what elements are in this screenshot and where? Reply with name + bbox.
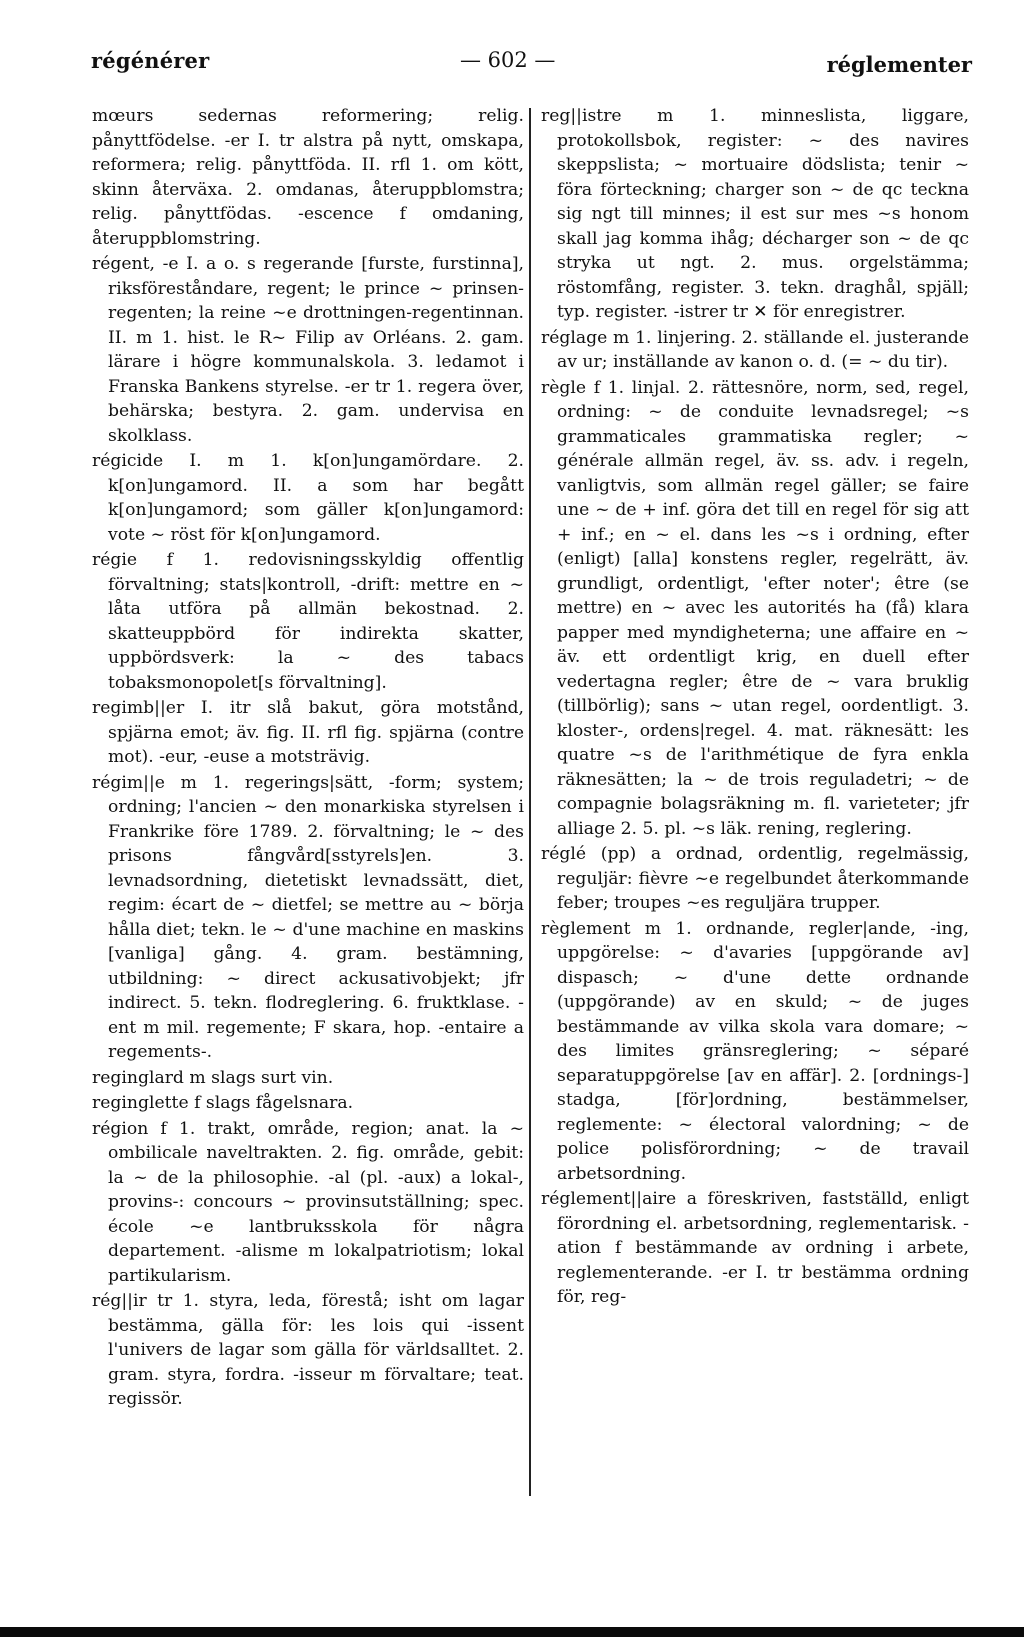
dictionary-entry: règle f 1. linjal. 2. rättesnöre, norm, sed, regel, ordning: ~ de conduite levnadsregel; ~s grammaticales grammatiska regler; ~ générale allmän regel, äv. ss. adv. i regeln, vanligtvis, som allmän regel gäller; se faire une ~ de + inf. göra det till en regel för sig att + inf.; en ~ el. dans les ~s i ordning, efter (enligt) [alla] konstens regler, regelrätt, äv. grundligt, ordentligt, 'efter noter'; être (se mettre) en ~ avec les autorités ha (få) klara papper med myndigheterna; une affaire en ~ äv. ett ordentligt krig, en duell efter vedertagna regler; être de ~ vara bruklig (tillbörlig); sans ~ utan regel, oordentligt. 3. kloster-, ordens|regel. 4. mat. räknesätt: les quatre ~s de l'arithmétique de fyra enkla räknesätten; la ~ de trois reguladetri; ~ de compagnie bolagsräkning m. fl. varieteter; jfr alliage 2. 5. pl. ~s läk. rening, reglering. [541, 377, 969, 839]
dictionary-entry: régie f 1. redovisningsskyldig offentlig förvaltning; stats|kontroll, -drift: mettre en ~ låta utföra på allmän bekostnad. 2. skatteuppbörd för indirekta skatter, uppbördsverk: la ~ des tabacs tobaksmonopolet[s förvaltning]. [92, 550, 524, 693]
dictionary-entry: réglé (pp) a ordnad, ordentlig, regelmässig, reguljär: fièvre ~e regelbundet återkommande feber; troupes ~es reguljära trupper. [541, 844, 969, 913]
dictionary-entry: règlement m 1. ordnande, regler|ande, -ing, uppgörelse: ~ d'avaries [uppgörande av] dispasch; ~ d'une dette ordnande (uppgörande) av en skuld; ~ de juges bestämmande av vilka skola vara domare; ~ des limites gränsreglering; ~ séparé separatuppgörelse [av en affär]. 2. [ordnings-] stadga, [för]ordning, bestämmelser, reglemente: ~ électoral valordning; ~ de police polisförordning; ~ de travail arbetsordning. [541, 918, 969, 1184]
dictionary-entry: réglage m 1. linjering. 2. ställande el. justerande av ur; inställande av kanon o. d. (= ~ du tir). [541, 327, 969, 372]
page-number: — 602 — [460, 48, 556, 72]
dictionary-entry: reginglard m slags surt vin. [92, 1067, 334, 1088]
dictionary-entry: région f 1. trakt, område, region; anat. la ~ ombilicale naveltrakten. 2. fig. område, gebit: la ~ de la philosophie. -al (pl. -aux) a lokal-, provins-: concours ~ provinsutställning; spec. école ~e lantbruksskola för några departement. -alisme m lokalpatriotism; lokal partikularism. [92, 1118, 524, 1286]
dictionary-entry: mœurs sedernas reformering; relig. pånyttfödelse. -er I. tr alstra på nytt, omskapa, reformera; relig. pånyttföda. II. rfl 1. om kött, skinn återväxa. 2. omdanas, återuppblomstra; relig. pånyttfödas. -escence f omdaning, återuppblomstring. [92, 106, 524, 249]
dictionary-entry: régim||e m 1. regerings|sätt, -form; system; ordning; l'ancien ~ den monarkiska styrelsen i Frankrike före 1789. 2. förvaltning; le ~ des prisons fångvård[sstyrels]en. 3. levnadsordning, dietetiskt levnadssätt, diet, regim: écart de ~ dietfel; se mettre au ~ börja hålla diet; tekn. le ~ d'une machine en maskins [vanliga] gång. 4. gram. bestämning, utbildning: ~ direct ackusativobjekt; jfr indirect. 5. tekn. flodreglering. 6. fruktklase. -ent m mil. regemente; F skara, hop. -entaire a regements-. [92, 772, 524, 1062]
left-column [92, 104, 524, 1624]
dictionary-entry: réglement||aire a föreskriven, fastställd, enligt förordning el. arbetsordning, reglementarisk. -ation f bestämmande av ordning i arbete, reglementerande. -er I. tr bestämma ordning för, reg- [541, 1189, 969, 1307]
left-running-headword: régénérer [91, 48, 210, 73]
right-running-headword: réglementer [826, 52, 972, 77]
right-column [541, 104, 969, 1624]
dictionary-entry: reginglette f slags fågelsnara. [92, 1093, 354, 1113]
dictionary-entry: reg||istre m 1. minneslista, liggare, protokollsbok, register: ~ des navires skeppslista; ~ mortuaire dödslista; tenir ~ föra förteckning; charger son ~ de qc teckna sig ngt till minnes; il est sur mes ~s honom skall jag komma ihåg; décharger son ~ de qc stryka ut ngt. 2. mus. orgelstämma; röstomfång, register. 3. tekn. draghål, spjäll; typ. register. -istrer tr ✕ för enregistrer. [541, 106, 969, 322]
dictionary-entry: regimb||er I. itr slå bakut, göra motstånd, spjärna emot; äv. fig. II. rfl fig. spjärna (contre mot). -eur, -euse a motsträvig. [92, 698, 524, 767]
page-header [0, 0, 1024, 100]
dictionary-entry: rég||ir tr 1. styra, leda, förestå; isht om lagar bestämma, gälla för: les lois qui -issent l'univers de lagar som gälla för världsalltet. 2. gram. styra, fordra. -isseur m förvaltare; teat. regissör. [92, 1291, 524, 1409]
dictionary-entry: régicide I. m 1. k[on]ungamördare. 2. k[on]ungamord. II. a som har begått k[on]ungamord; som gäller k[on]ungamord: vote ~ röst för k[on]ungamord. [92, 451, 524, 545]
dictionary-entry: régent, -e I. a o. s regerande [furste, furstinna], riksföreståndare, regent; le prince ~ prinsen-regenten; la reine ~e drottningen-regentinnan. II. m 1. hist. le R~ Filip av Orléans. 2. gam. lärare i högre kommunalskola. 3. ledamot i Franska Bankens styrelse. -er tr 1. regera över, behärska; bestyra. 2. gam. undervisa en skolklass. [92, 254, 524, 446]
scan-bottom-edge [0, 1627, 1024, 1637]
column-divider [529, 108, 531, 1496]
